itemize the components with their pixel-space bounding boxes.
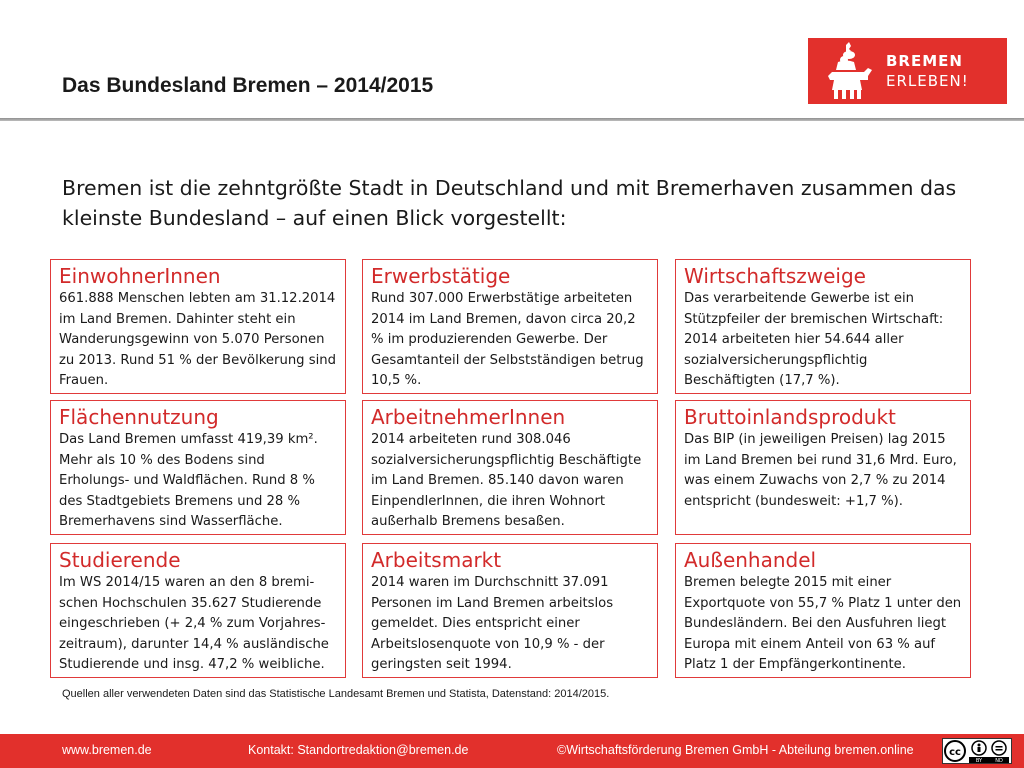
- intro-text: Bremen ist die zehntgrößte Stadt in Deutschland und mit Bremerhaven zusammen das kleinste Bundesland – auf einen Blick vorgestellt:: [62, 176, 957, 230]
- footer-copyright: ©Wirtschaftsförderung Bremen GmbH - Abteilung bremen.online: [557, 743, 914, 757]
- footer-contact-link[interactable]: Kontakt: Standortredaktion@bremen.de: [248, 743, 469, 757]
- card-title: Bruttoinlandsprodukt: [684, 405, 896, 429]
- card-flaechennutzung: [50, 400, 346, 535]
- logo-text-erleben: ERLEBEN!: [886, 72, 969, 90]
- card-title: Arbeitsmarkt: [371, 548, 502, 572]
- card-title: Erwerbstätige: [371, 264, 511, 288]
- card-bruttoinlandsprodukt: [675, 400, 971, 535]
- card-text: Das BIP (in jeweiligen Preisen) lag 2015 im Land Bremen bei rund 31,6 Mrd. Euro, was einem Zuwachs von 2,7 % zu 2014 entspricht (bundesweit: +1,7 %).: [684, 432, 957, 509]
- sources-note: Quellen aller verwendeten Daten sind das Statistische Landesamt Bremen und Statista, Datenstand: 2014/2015.: [62, 688, 610, 700]
- card-title: Wirtschaftszweige: [684, 264, 866, 288]
- logo-text-bremen: BREMEN: [886, 52, 963, 70]
- card-erwerbstaetige: [362, 259, 658, 394]
- card-text: 2014 waren im Durchschnitt 37.091 Personen im Land Bremen arbeitslos gemeldet. Dies entspricht einer Arbeitslosenquote von 10,9 % - der geringsten seit 1994.: [371, 575, 614, 672]
- card-text: Im WS 2014/15 waren an den 8 bremi-schen Hochschulen 35.627 Studierende eingeschrieben (+ 2,4 % zum Vorjahres-zeitraum), darunter 14,4 % ausländische Studierende und insg. 47,2 % weibliche.: [59, 575, 329, 672]
- svg-text:BY: BY: [975, 758, 983, 763]
- card-title: EinwohnerInnen: [59, 264, 221, 288]
- svg-text:ND: ND: [995, 758, 1003, 763]
- title-divider: [0, 118, 1024, 121]
- card-text: Das verarbeitende Gewerbe ist ein Stützpfeiler der bremischen Wirtschaft: 2014 arbeiteten hier 54.644 aller sozialversicherungspflichtig Beschäftigten (17,7 %).: [684, 291, 944, 388]
- bremen-erleben-logo[interactable]: [808, 38, 1007, 104]
- card-text: 661.888 Menschen lebten am 31.12.2014 im Land Bremen. Dahinter steht ein Wanderungsgewinn von 5.070 Personen zu 2013. Rund 51 % der Bevölkerung sind Frauen.: [59, 291, 337, 388]
- card-title: ArbeitnehmerInnen: [371, 405, 566, 429]
- card-title: Flächennutzung: [59, 405, 219, 429]
- card-wirtschaftszweige: [675, 259, 971, 394]
- card-text: 2014 arbeiteten rund 308.046 sozialversicherungspflichtig Beschäftigte im Land Bremen. 85.140 davon waren EinpendlerInnen, die ihren Wohnort außerhalb Bremens besaßen.: [371, 432, 642, 529]
- footer-bar: [0, 734, 1024, 768]
- card-title: Außenhandel: [684, 548, 817, 572]
- card-text: Rund 307.000 Erwerbstätige arbeiteten 2014 im Land Bremen, davon circa 20,2 % im produzierenden Gewerbe. Der Gesamtanteil der Selbstständigen betrug 10,5 %.: [371, 291, 644, 388]
- page-title: Das Bundesland Bremen – 2014/2015: [62, 74, 434, 97]
- card-arbeitsmarkt: [362, 543, 658, 678]
- card-title: Studierende: [59, 548, 181, 572]
- svg-text:cc: cc: [949, 747, 961, 758]
- card-text: Bremen belegte 2015 mit einer Exportquote von 55,7 % Platz 1 unter den Bundesländern. Bei den Ausfuhren liegt Europa mit einem Anteil von 63 % auf Platz 1 der Empfängerkontinente.: [684, 575, 962, 672]
- card-arbeitnehmerinnen: [362, 400, 658, 535]
- footer-website-link[interactable]: www.bremen.de: [62, 743, 152, 757]
- card-text: Das Land Bremen umfasst 419,39 km². Mehr als 10 % des Bodens sind Erholungs- und Waldflächen. Rund 8 % des Stadtgebiets Bremens und 28 % Bremerhavens sind Wasserfläche.: [59, 432, 318, 529]
- card-aussenhandel: [675, 543, 971, 678]
- card-einwohnerinnen: [50, 259, 346, 394]
- town-musicians-icon: [822, 42, 878, 100]
- cc-by-nd-icon: [942, 738, 1012, 764]
- card-studierende: [50, 543, 346, 678]
